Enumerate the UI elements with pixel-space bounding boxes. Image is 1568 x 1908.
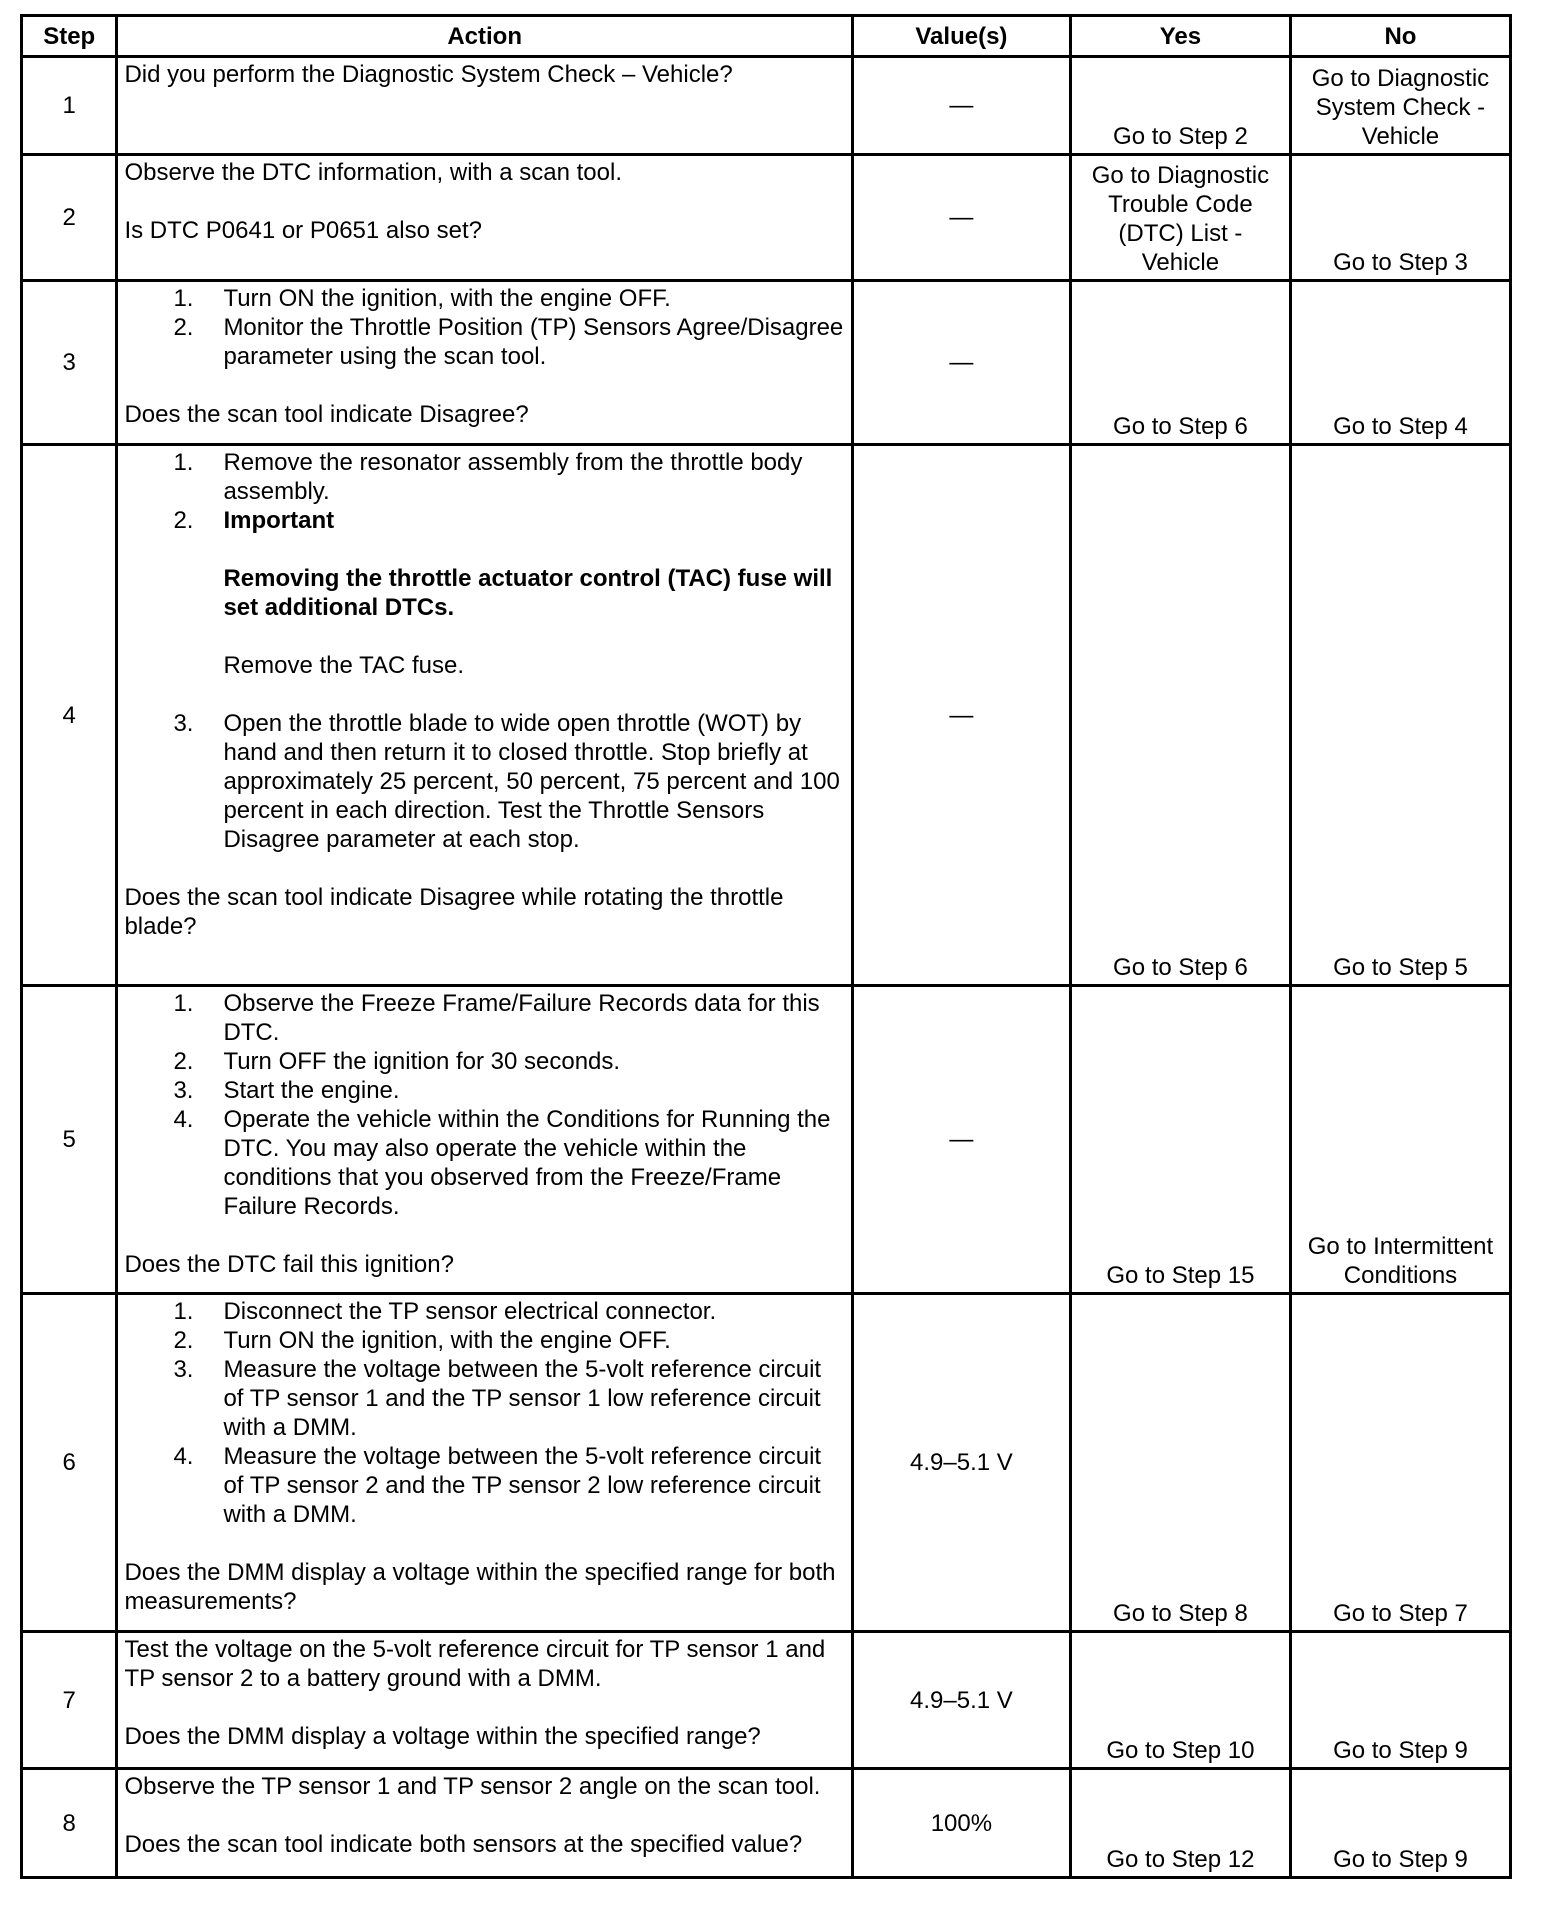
table-row: [22, 445, 1511, 986]
substep-text: Remove the TAC fuse.: [223, 652, 464, 679]
list-item: 1. Remove the resonator assembly from the throttle body assembly.: [173, 449, 803, 505]
header-row: [22, 16, 1511, 57]
value-cell: 4.9–5.1 V: [852, 1632, 1070, 1769]
yes-cell: Go to Step 6: [1070, 445, 1290, 986]
value-cell: 4.9–5.1 V: [852, 1294, 1070, 1632]
action-steps: [124, 989, 844, 1221]
action-question: Does the scan tool indicate Disagree while rotating the throttle blade?: [124, 884, 784, 940]
no-cell: Go to Diagnostic System Check - Vehicle: [1290, 57, 1510, 155]
table-row: [22, 1769, 1511, 1878]
no-cell: Go to Intermittent Conditions: [1290, 986, 1510, 1294]
list-item: 2. Turn OFF the ignition for 30 seconds.: [173, 1048, 621, 1075]
table-row: [22, 57, 1511, 155]
table-row: [22, 1294, 1511, 1632]
action-steps: [124, 448, 844, 854]
list-item: 3. Measure the voltage between the 5-volt reference circuit of TP sensor 1 and the TP sensor 1 low reference circuit with a DMM.: [173, 1356, 822, 1441]
header-no: No: [1290, 16, 1510, 57]
value-cell: —: [852, 281, 1070, 445]
list-item: 1. Disconnect the TP sensor electrical connector.: [173, 1298, 717, 1325]
action-question: Does the scan tool indicate Disagree?: [124, 401, 529, 428]
value-cell: —: [852, 155, 1070, 281]
yes-cell: Go to Step 2: [1070, 57, 1290, 155]
no-cell: Go to Step 4: [1290, 281, 1510, 445]
action-cell: [117, 281, 852, 445]
value-cell: —: [852, 445, 1070, 986]
list-item: 3. Open the throttle blade to wide open throttle (WOT) by hand and then return it to closed throttle. Stop briefly at approximately 25 percent, 50 percent, 75 percent and 100 percent in each direction. Test the Throttle Sensors Disagree parameter at each stop.: [173, 710, 840, 853]
value-cell: —: [852, 57, 1070, 155]
action-cell: [117, 155, 852, 281]
no-cell: Go to Step 7: [1290, 1294, 1510, 1632]
important-note: Removing the throttle actuator control (TAC) fuse will set additional DTCs.: [223, 565, 833, 621]
action-cell: [117, 1294, 852, 1632]
step-number: 3: [22, 281, 117, 445]
step-number: 5: [22, 986, 117, 1294]
step-number: 8: [22, 1769, 117, 1878]
value-cell: 100%: [852, 1769, 1070, 1878]
table-row: [22, 1632, 1511, 1769]
action-text: Observe the DTC information, with a scan tool.: [124, 159, 622, 186]
action-text: Did you perform the Diagnostic System Check – Vehicle?: [124, 61, 733, 88]
yes-cell: Go to Step 12: [1070, 1769, 1290, 1878]
action-question: Does the DMM display a voltage within the specified range?: [124, 1723, 761, 1750]
list-item: 1. Observe the Freeze Frame/Failure Records data for this DTC.: [173, 990, 820, 1046]
list-item: 3. Start the engine.: [173, 1077, 400, 1104]
yes-cell: Go to Step 10: [1070, 1632, 1290, 1769]
list-item: 4. Operate the vehicle within the Conditions for Running the DTC. You may also operate the vehicle within the conditions that you observed from the Freeze/Frame Failure Records.: [173, 1106, 831, 1220]
header-yes: Yes: [1070, 16, 1290, 57]
step-number: 7: [22, 1632, 117, 1769]
diagnostic-table: [20, 14, 1512, 1879]
yes-cell: Go to Step 6: [1070, 281, 1290, 445]
no-cell: Go to Step 5: [1290, 445, 1510, 986]
action-text: Observe the TP sensor 1 and TP sensor 2 angle on the scan tool.: [124, 1773, 821, 1800]
value-cell: —: [852, 986, 1070, 1294]
action-question: Does the DTC fail this ignition?: [124, 1251, 454, 1278]
step-number: 4: [22, 445, 117, 986]
action-question: Does the scan tool indicate both sensors at the specified value?: [124, 1831, 803, 1858]
header-values: Value(s): [852, 16, 1070, 57]
action-question: Does the DMM display a voltage within the specified range for both measurements?: [124, 1559, 836, 1615]
no-cell: Go to Step 3: [1290, 155, 1510, 281]
action-cell: [117, 445, 852, 986]
action-cell: [117, 57, 852, 155]
action-steps: [124, 284, 844, 371]
header-step: Step: [22, 16, 117, 57]
list-item: 2. Monitor the Throttle Position (TP) Sensors Agree/Disagree parameter using the scan tool.: [173, 314, 844, 370]
action-cell: [117, 1769, 852, 1878]
action-question: Is DTC P0641 or P0651 also set?: [124, 217, 482, 244]
table-row: [22, 281, 1511, 445]
step-number: 6: [22, 1294, 117, 1632]
table-row: [22, 155, 1511, 281]
important-heading: Important: [223, 507, 335, 534]
no-cell: Go to Step 9: [1290, 1632, 1510, 1769]
list-item: 2. Turn ON the ignition, with the engine OFF.: [173, 1327, 671, 1354]
no-cell: Go to Step 9: [1290, 1769, 1510, 1878]
action-steps: [124, 1297, 844, 1529]
step-number: 1: [22, 57, 117, 155]
yes-cell: Go to Step 15: [1070, 986, 1290, 1294]
action-text: Test the voltage on the 5-volt reference circuit for TP sensor 1 and TP sensor 2 to a battery ground with a DMM.: [124, 1636, 826, 1692]
list-item: 2. Important Removing the throttle actuator control (TAC) fuse will set additional DTCs. Remove the TAC fuse.: [124, 506, 844, 709]
step-number: 2: [22, 155, 117, 281]
yes-cell: Go to Diagnostic Trouble Code (DTC) List - Vehicle: [1070, 155, 1290, 281]
action-cell: [117, 1632, 852, 1769]
list-item: 4. Measure the voltage between the 5-volt reference circuit of TP sensor 2 and the TP sensor 2 low reference circuit with a DMM.: [173, 1443, 822, 1528]
table-row: [22, 986, 1511, 1294]
action-cell: [117, 986, 852, 1294]
list-item: 1. Turn ON the ignition, with the engine OFF.: [173, 285, 671, 312]
header-action: Action: [117, 16, 852, 57]
yes-cell: Go to Step 8: [1070, 1294, 1290, 1632]
